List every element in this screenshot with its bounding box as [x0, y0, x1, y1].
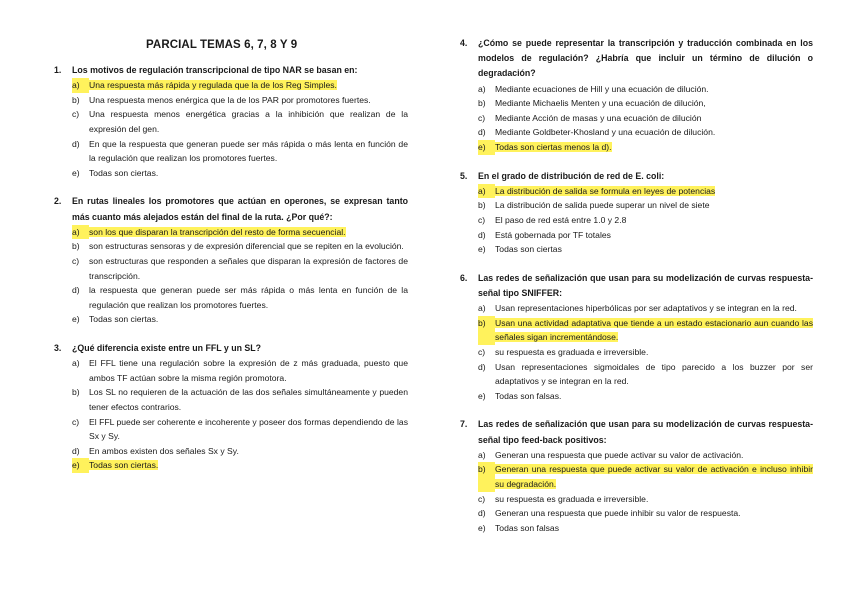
option-text: Mediante ecuaciones de Hill y una ecuación de dilución.: [495, 83, 709, 94]
option-letter: a): [478, 303, 486, 314]
question-number: 3.: [54, 342, 62, 353]
option-letter: d): [72, 445, 80, 456]
answer-option: [478, 360, 813, 389]
option-letter: a): [72, 78, 89, 93]
question-7: [460, 417, 813, 535]
question-number: 4.: [460, 38, 468, 48]
option-text: Una respuesta menos enérgica que la de los PAR por promotores fuertes.: [89, 94, 371, 105]
option-text: Mediante Acción de masas y una ecuación de dilución: [495, 112, 702, 123]
option-letter: c): [478, 214, 486, 225]
highlighted-answer: [89, 78, 408, 93]
question-header: [460, 36, 813, 82]
question-text: Los motivos de regulación transcripcional de tipo NAR se basan en:: [72, 65, 358, 75]
option-text: su respuesta es graduada e irreversible.: [495, 346, 649, 357]
question-header: [54, 194, 408, 224]
answer-option: [478, 82, 813, 97]
option-text: Todas son ciertas.: [89, 460, 159, 471]
option-letter: a): [72, 358, 80, 369]
question-2: [54, 194, 408, 327]
option-letter: c): [478, 346, 486, 357]
answer-option: [478, 301, 813, 316]
option-letter: b): [478, 462, 495, 491]
option-letter: c): [72, 416, 80, 427]
option-letter: a): [478, 449, 486, 460]
option-letter: e): [72, 314, 80, 325]
question-number: 2.: [54, 196, 62, 207]
question-header: [54, 341, 408, 356]
option-letter: b): [72, 387, 80, 398]
option-text: Generan una respuesta que puede inhibir su valor de respuesta.: [495, 508, 741, 519]
answer-option: [478, 506, 813, 521]
option-text: En ambos existen dos señales Sx y Sy.: [89, 445, 239, 456]
highlighted-answer: [89, 458, 408, 473]
answer-option: [72, 415, 408, 444]
question-6: [460, 271, 813, 404]
answer-option: [478, 492, 813, 507]
option-letter: b): [72, 94, 80, 105]
question-header: [460, 417, 813, 447]
option-text: Generan una respuesta que puede activar su valor de activación.: [495, 449, 744, 460]
answer-option: [72, 283, 408, 312]
answer-option: [72, 166, 408, 181]
option-letter: d): [478, 361, 486, 372]
answer-option: [72, 356, 408, 385]
option-text: Mediante Goldbeter-Khosland y una ecuación de dilución.: [495, 127, 716, 138]
option-text: Todas son falsas: [495, 522, 560, 533]
answer-option: [478, 198, 813, 213]
right-column: [460, 36, 813, 549]
answer-option: [72, 444, 408, 459]
answer-option: [478, 448, 813, 463]
highlighted-answer: [495, 462, 813, 491]
option-text: son los que disparan la transcripción del resto de forma secuencial.: [89, 226, 346, 237]
option-letter: e): [478, 140, 495, 155]
answer-option: [478, 242, 813, 257]
answer-option: [72, 385, 408, 414]
option-text: Una respuesta más rápida y regulada que la de los Reg Simples.: [89, 80, 337, 91]
highlighted-answer: [495, 184, 813, 199]
answer-option: [72, 137, 408, 166]
answer-option: [478, 462, 813, 491]
answer-option: [72, 107, 408, 136]
option-letter: b): [72, 241, 80, 252]
option-letter: b): [478, 316, 495, 345]
question-number: 6.: [460, 272, 468, 283]
answer-option: [72, 93, 408, 108]
option-letter: c): [72, 109, 80, 120]
option-letter: c): [72, 255, 80, 266]
option-text: Todas son ciertas.: [89, 314, 159, 325]
option-text: la respuesta que generan puede ser más rápida o más lenta en función de la regulación que realizan los promotores fuertes.: [89, 285, 408, 310]
option-text: Usan representaciones sigmoidales de tipo parecido a los buzzer por ser adaptativos y se integran en la red.: [495, 361, 813, 387]
option-text: Todas son ciertas: [495, 244, 562, 255]
option-text: Los SL no requieren de la actuación de las dos señales simultáneamente y pueden tener efectos contrarios.: [89, 387, 408, 412]
question-3: [54, 341, 408, 473]
question-text: Las redes de señalización que usan para su modelización de curvas respuesta-señal tipo feed-back positivos:: [478, 419, 813, 445]
option-text: Generan una respuesta que puede activar su valor de activación e incluso inhibir su degradación.: [495, 464, 813, 489]
option-text: son estructuras sensoras y de expresión diferencial que se repiten en la evolución.: [89, 241, 404, 252]
answer-option: [478, 184, 813, 199]
option-text: Todas son falsas.: [495, 390, 562, 401]
answer-option: [72, 225, 408, 240]
option-text: son estructuras que responden a señales que disparan la expresión de factores de transcripción.: [89, 255, 408, 281]
option-text: Está gobernada por TF totales: [495, 229, 611, 240]
option-letter: e): [478, 244, 486, 255]
question-number: 1.: [54, 65, 62, 75]
answer-option: [72, 312, 408, 327]
answer-option: [72, 458, 408, 473]
option-letter: e): [478, 522, 486, 533]
question-4: [460, 36, 813, 155]
question-text: ¿Cómo se puede representar la transcripción y traducción combinada en los modelos de regulación? ¿Habría que incluir un término de dilución o degradación?: [478, 38, 813, 79]
answer-option: [72, 239, 408, 254]
question-header: [54, 63, 408, 78]
option-letter: a): [478, 184, 495, 199]
option-text: En que la respuesta que generan puede ser más rápida o más lenta en función de la regulación que realizan los promotores fuertes.: [89, 138, 408, 164]
answer-option: [478, 125, 813, 140]
option-text: El paso de red está entre 1.0 y 2.8: [495, 214, 627, 225]
option-text: Todas son ciertas menos la d).: [495, 141, 612, 152]
option-letter: e): [478, 390, 486, 401]
question-header: [460, 271, 813, 301]
option-letter: d): [478, 127, 486, 138]
question-text: En el grado de distribución de red de E. coli:: [478, 170, 665, 181]
question-text: ¿Qué diferencia existe entre un FFL y un SL?: [72, 342, 262, 353]
option-text: Usan representaciones hiperbólicas por ser adaptativos y se integran en la red.: [495, 303, 797, 314]
question-number: 5.: [460, 170, 468, 181]
option-letter: d): [478, 229, 486, 240]
answer-option: [478, 316, 813, 345]
answer-option: [72, 78, 408, 93]
option-letter: d): [72, 285, 80, 296]
option-text: El FFL tiene una regulación sobre la expresión de z más graduada, puesto que ambos TF actúan sobre la misma región promotora.: [89, 358, 408, 383]
option-letter: a): [478, 83, 486, 94]
option-letter: b): [478, 200, 486, 211]
option-text: Usan una actividad adaptativa que tiende a un estado estacionario aun cuando las señales sigan incrementándose.: [495, 317, 813, 343]
answer-option: [478, 389, 813, 404]
option-letter: c): [478, 493, 486, 504]
answer-option: [478, 213, 813, 228]
answer-option: [478, 345, 813, 360]
highlighted-answer: [89, 225, 408, 240]
answer-option: [478, 111, 813, 126]
question-5: [460, 169, 813, 257]
question-1: [54, 63, 408, 180]
question-number: 7.: [460, 419, 468, 430]
answer-option: [478, 96, 813, 111]
option-text: su respuesta es graduada e irreversible.: [495, 493, 649, 504]
option-text: Mediante Michaelis Menten y una ecuación de dilución,: [495, 98, 706, 109]
option-letter: d): [478, 508, 486, 519]
option-letter: b): [478, 98, 486, 109]
exam-title: PARCIAL TEMAS 6, 7, 8 Y 9: [146, 39, 298, 51]
option-text: Una respuesta menos energética gracias a la inhibición que realizan de la expresión del gen.: [89, 109, 408, 134]
answer-option: [478, 521, 813, 536]
left-column: [54, 63, 408, 487]
option-letter: e): [72, 458, 89, 473]
answer-option: [478, 140, 813, 155]
option-letter: a): [72, 225, 89, 240]
highlighted-answer: [495, 140, 813, 155]
option-letter: c): [478, 112, 486, 123]
option-letter: d): [72, 138, 80, 149]
option-text: La distribución de salida se formula en leyes de potencias: [495, 185, 716, 196]
option-text: Todas son ciertas.: [89, 167, 159, 178]
highlighted-answer: [495, 316, 813, 345]
option-text: La distribución de salida puede superar un nivel de siete: [495, 200, 710, 211]
answer-option: [72, 254, 408, 283]
question-header: [460, 169, 813, 184]
option-letter: e): [72, 167, 80, 178]
option-text: El FFL puede ser coherente e incoherente y poseer dos formas dependiendo de las Sx y Sy.: [89, 416, 408, 442]
question-text: Las redes de señalización que usan para su modelización de curvas respuesta-señal tipo SNIFFER:: [478, 272, 813, 298]
answer-option: [478, 228, 813, 243]
question-text: En rutas lineales los promotores que actúan en operones, se expresan tanto más cuanto más alejados están del final de la ruta. ¿Por qué?:: [72, 196, 408, 222]
